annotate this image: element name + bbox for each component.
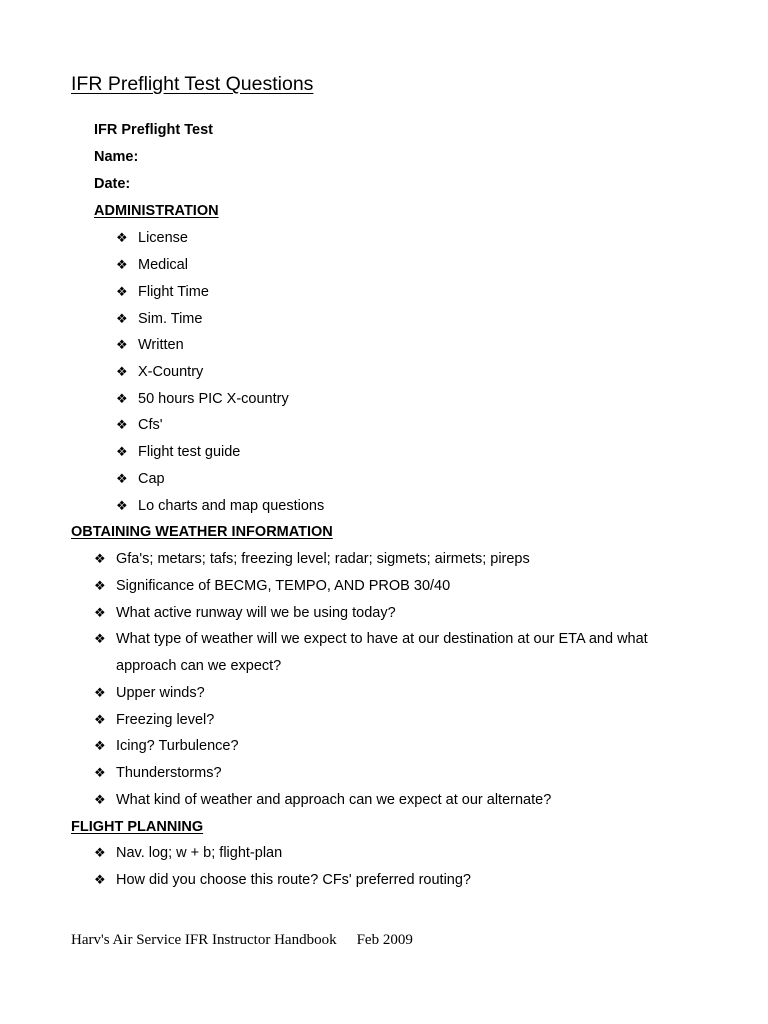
- diamond-bullet-icon: ❖: [94, 739, 106, 754]
- list-item-text: X-Country: [138, 364, 204, 380]
- list-item-text: Significance of BECMG, TEMPO, AND PROB 30/40: [116, 578, 451, 594]
- list-item: [116, 390, 289, 409]
- diamond-bullet-icon: ❖: [94, 579, 106, 594]
- list-item-text: Medical: [138, 257, 188, 273]
- list-item-text: Cfs': [138, 417, 163, 433]
- list-item-text: 50 hours PIC X-country: [138, 391, 289, 407]
- list-item-text: Freezing level?: [116, 712, 215, 728]
- list-item-text: What type of weather will we expect to have at our destination at our ETA and what: [116, 631, 648, 647]
- test-title: IFR Preflight Test: [94, 122, 213, 138]
- diamond-bullet-icon: ❖: [116, 365, 128, 380]
- list-item-text: Lo charts and map questions: [138, 498, 325, 514]
- list-item: [116, 229, 188, 248]
- section-heading-weather: OBTAINING WEATHER INFORMATION: [71, 524, 333, 540]
- diamond-bullet-icon: ❖: [94, 793, 106, 808]
- list-item: [94, 684, 205, 703]
- list-item: [116, 470, 165, 489]
- list-item: [94, 711, 214, 730]
- diamond-bullet-icon: ❖: [116, 392, 128, 407]
- list-item: [94, 871, 471, 890]
- list-item: [94, 630, 648, 649]
- list-item-text: Nav. log; w + b; flight-plan: [116, 845, 283, 861]
- list-item: [94, 577, 450, 596]
- list-item: [94, 844, 282, 863]
- diamond-bullet-icon: ❖: [116, 312, 128, 327]
- name-label: Name:: [94, 149, 139, 165]
- diamond-bullet-icon: ❖: [94, 846, 106, 861]
- list-item-text: Sim. Time: [138, 311, 203, 327]
- list-item: [116, 256, 188, 275]
- list-item: [116, 283, 209, 302]
- footer-date: Feb 2009: [356, 932, 413, 948]
- date-label: Date:: [94, 176, 131, 192]
- diamond-bullet-icon: ❖: [94, 873, 106, 888]
- diamond-bullet-icon: ❖: [94, 552, 106, 567]
- list-item-text: Gfa's; metars; tafs; freezing level; radar; sigmets; airmets; pireps: [116, 551, 530, 567]
- diamond-bullet-icon: ❖: [116, 285, 128, 300]
- list-item: [116, 310, 202, 329]
- list-item-text: License: [138, 230, 188, 246]
- list-item: [94, 737, 239, 756]
- list-item: [116, 336, 184, 355]
- list-item: [94, 764, 222, 783]
- list-item-text: Cap: [138, 471, 165, 487]
- list-item-text: What kind of weather and approach can we expect at our alternate?: [116, 792, 552, 808]
- list-item: [94, 791, 551, 810]
- diamond-bullet-icon: ❖: [116, 258, 128, 273]
- list-item-text: How did you choose this route? CFs' preferred routing?: [116, 872, 471, 888]
- diamond-bullet-icon: ❖: [94, 686, 106, 701]
- diamond-bullet-icon: ❖: [116, 445, 128, 460]
- list-item: [94, 604, 396, 623]
- list-item: [116, 416, 163, 435]
- page-footer: [71, 932, 413, 949]
- list-item-continuation: [116, 657, 281, 675]
- list-item: [94, 550, 530, 569]
- list-item-text: Upper winds?: [116, 685, 205, 701]
- diamond-bullet-icon: ❖: [94, 766, 106, 781]
- section-heading-flight-planning: FLIGHT PLANNING: [71, 819, 204, 835]
- section-heading-administration: ADMINISTRATION: [94, 203, 219, 219]
- list-item: [116, 443, 240, 462]
- list-item: [116, 497, 324, 516]
- diamond-bullet-icon: ❖: [116, 231, 128, 246]
- list-item-text: Flight Time: [138, 284, 209, 300]
- list-item-text: Thunderstorms?: [116, 765, 222, 781]
- diamond-bullet-icon: ❖: [116, 418, 128, 433]
- diamond-bullet-icon: ❖: [116, 499, 128, 514]
- diamond-bullet-icon: ❖: [94, 713, 106, 728]
- list-item: [116, 363, 203, 382]
- diamond-bullet-icon: ❖: [94, 632, 106, 647]
- diamond-bullet-icon: ❖: [116, 472, 128, 487]
- list-item-text: Written: [138, 337, 184, 353]
- page-title: IFR Preflight Test Questions: [71, 73, 314, 95]
- diamond-bullet-icon: ❖: [94, 606, 106, 621]
- list-item-text: Flight test guide: [138, 444, 241, 460]
- list-item-text: Icing? Turbulence?: [116, 738, 239, 754]
- footer-handbook: Harv's Air Service IFR Instructor Handbook: [71, 932, 337, 948]
- list-item-text: approach can we expect?: [116, 658, 282, 674]
- list-item-text: What active runway will we be using today?: [116, 605, 396, 621]
- diamond-bullet-icon: ❖: [116, 338, 128, 353]
